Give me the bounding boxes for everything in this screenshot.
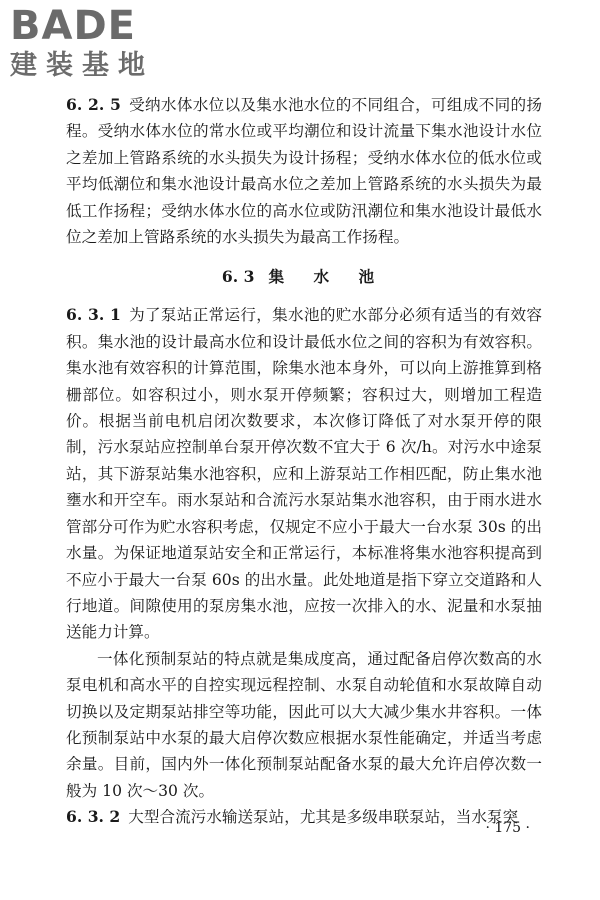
section-title: 集 水 池	[268, 267, 387, 287]
bade-logo	[8, 4, 178, 84]
clause-6-2-5	[66, 92, 542, 250]
page-number: · 175 ·	[485, 820, 530, 836]
clause-6-3-2	[66, 804, 542, 830]
section-number: 6. 3	[221, 267, 255, 287]
clause-text: 大型合流污水输送泵站，尤其是多级串联泵站，当水泵突	[128, 808, 519, 827]
section-heading	[66, 264, 542, 290]
clause-text: 受纳水体水位以及集水池水位的不同组合，可组成不同的扬程。受纳水体水位的常水位或平均潮位和设计流量下集水池设计水位之差加上管路系统的水头损失为设计扬程；受纳水体水位的低水位或平均低潮位和集水池设计最高水位之差加上管路系统的水头损失为最低工作扬程；受纳水体水位的高水位或防汛潮位和集水池设计最低水位之差加上管路系统的水头损失为最高工作扬程。	[66, 96, 542, 247]
page-body	[66, 92, 542, 831]
clause-number: 6. 3. 2	[66, 807, 121, 827]
clause-number: 6. 3. 1	[66, 305, 121, 325]
paragraph-text: 一体化预制泵站的特点就是集成度高，通过配备启停次数高的水泵电机和高水平的自控实现远程控制、水泵自动轮值和水泵故障自动切换以及定期泵站排空等功能，因此可以大大减少集水井容积。一体化预制泵站中水泵的最大启停次数应根据水泵性能确定，并适当考虑余量。目前，国内外一体化预制泵站配备水泵的最大允许启停次数一般为 10 次～30 次。	[66, 649, 542, 800]
logo-subtitle: 建装基地	[10, 50, 154, 81]
paragraph-integrated-pump-station	[66, 646, 542, 804]
clause-number: 6. 2. 5	[66, 95, 121, 114]
clause-6-3-1	[66, 302, 542, 645]
clause-text: 为了泵站正常运行，集水池的贮水部分必须有适当的有效容积。集水池的设计最高水位和设计最低水位之间的容积为有效容积。集水池有效容积的计算范围，除集水池本身外，可以向上游推算到格栅部位。如容积过小，则水泵开停频繁；容积过大，则增加工程造价。根据当前电机启闭次数要求，本次修订降低了对水泵开停的限制，污水泵站应控制单台泵开停次数不宜大于 6 次/h。对污水中途泵站，其下游泵站集水池容积，应和上游泵站工作相匹配，防止集水池壅水和开空车。雨水泵站和合流污水泵站集水池容积，由于雨水进水管部分可作为贮水容积考虑，仅规定不应小于最大一台水泵 30s 的出水量。为保证地道泵站安全和正常运行，本标准将集水池容积提高到不应小于最大一台泵 60s 的出水量。此处地道是指下穿立交道路和人行地道。间隙使用的泵房集水池，应按一次排入的水、泥量和水泵抽送能力计算。	[66, 306, 542, 642]
logo-wordmark: BADE	[10, 3, 136, 49]
